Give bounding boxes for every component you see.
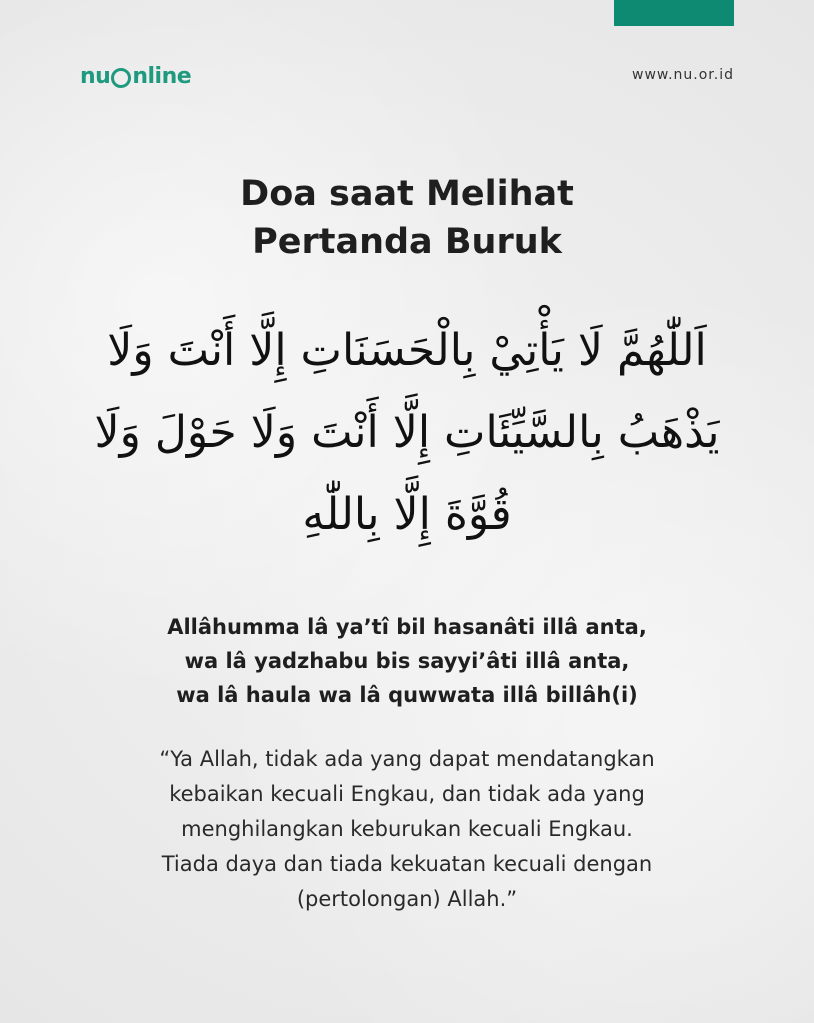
translation-line-5: (pertolongan) Allah.” [296, 887, 518, 911]
arabic-line-2: يَذْهَبُ بِالسَّيِّئَاتِ إِلَّا أَنْتَ وَلَا حَوْلَ وَلَا [94, 407, 720, 458]
translation-line-1: “Ya Allah, tidak ada yang dapat mendatangkan [159, 747, 655, 771]
logo-prefix: nu [80, 64, 111, 89]
translation-line-4: Tiada daya dan tiada kekuatan kecuali dengan [161, 852, 653, 876]
translation-line-3: menghilangkan keburukan kecuali Engkau. [181, 817, 633, 841]
logo-o-icon [111, 68, 131, 88]
arabic-line-3: قُوَّةَ إِلَّا بِاللّٰهِ [302, 489, 512, 540]
latin-line-3: wa lâ haula wa lâ quwwata illâ billâh(i) [176, 683, 638, 707]
logo-suffix: nline [132, 64, 192, 89]
arabic-line-1: اَللّٰهُمَّ لَا يَأْتِيْ بِالْحَسَنَاتِ إِلَّا أَنْتَ وَلَا [107, 325, 707, 376]
arabic-prayer-text [90, 310, 724, 556]
title-line-2: Pertanda Buruk [252, 222, 562, 262]
translation-line-2: kebaikan kecuali Engkau, dan tidak ada yang [169, 782, 645, 806]
translation-text [0, 742, 814, 917]
latin-line-2: wa lâ yadzhabu bis sayyi’âti illâ anta, [184, 649, 630, 673]
nu-online-logo [80, 64, 191, 89]
page-title [0, 170, 814, 266]
transliteration-text [0, 610, 814, 712]
accent-bar [614, 0, 734, 26]
website-url: www.nu.or.id [632, 67, 734, 83]
title-line-1: Doa saat Melihat [240, 174, 574, 214]
latin-line-1: Allâhumma lâ ya’tî bil hasanâti illâ anta, [167, 615, 647, 639]
